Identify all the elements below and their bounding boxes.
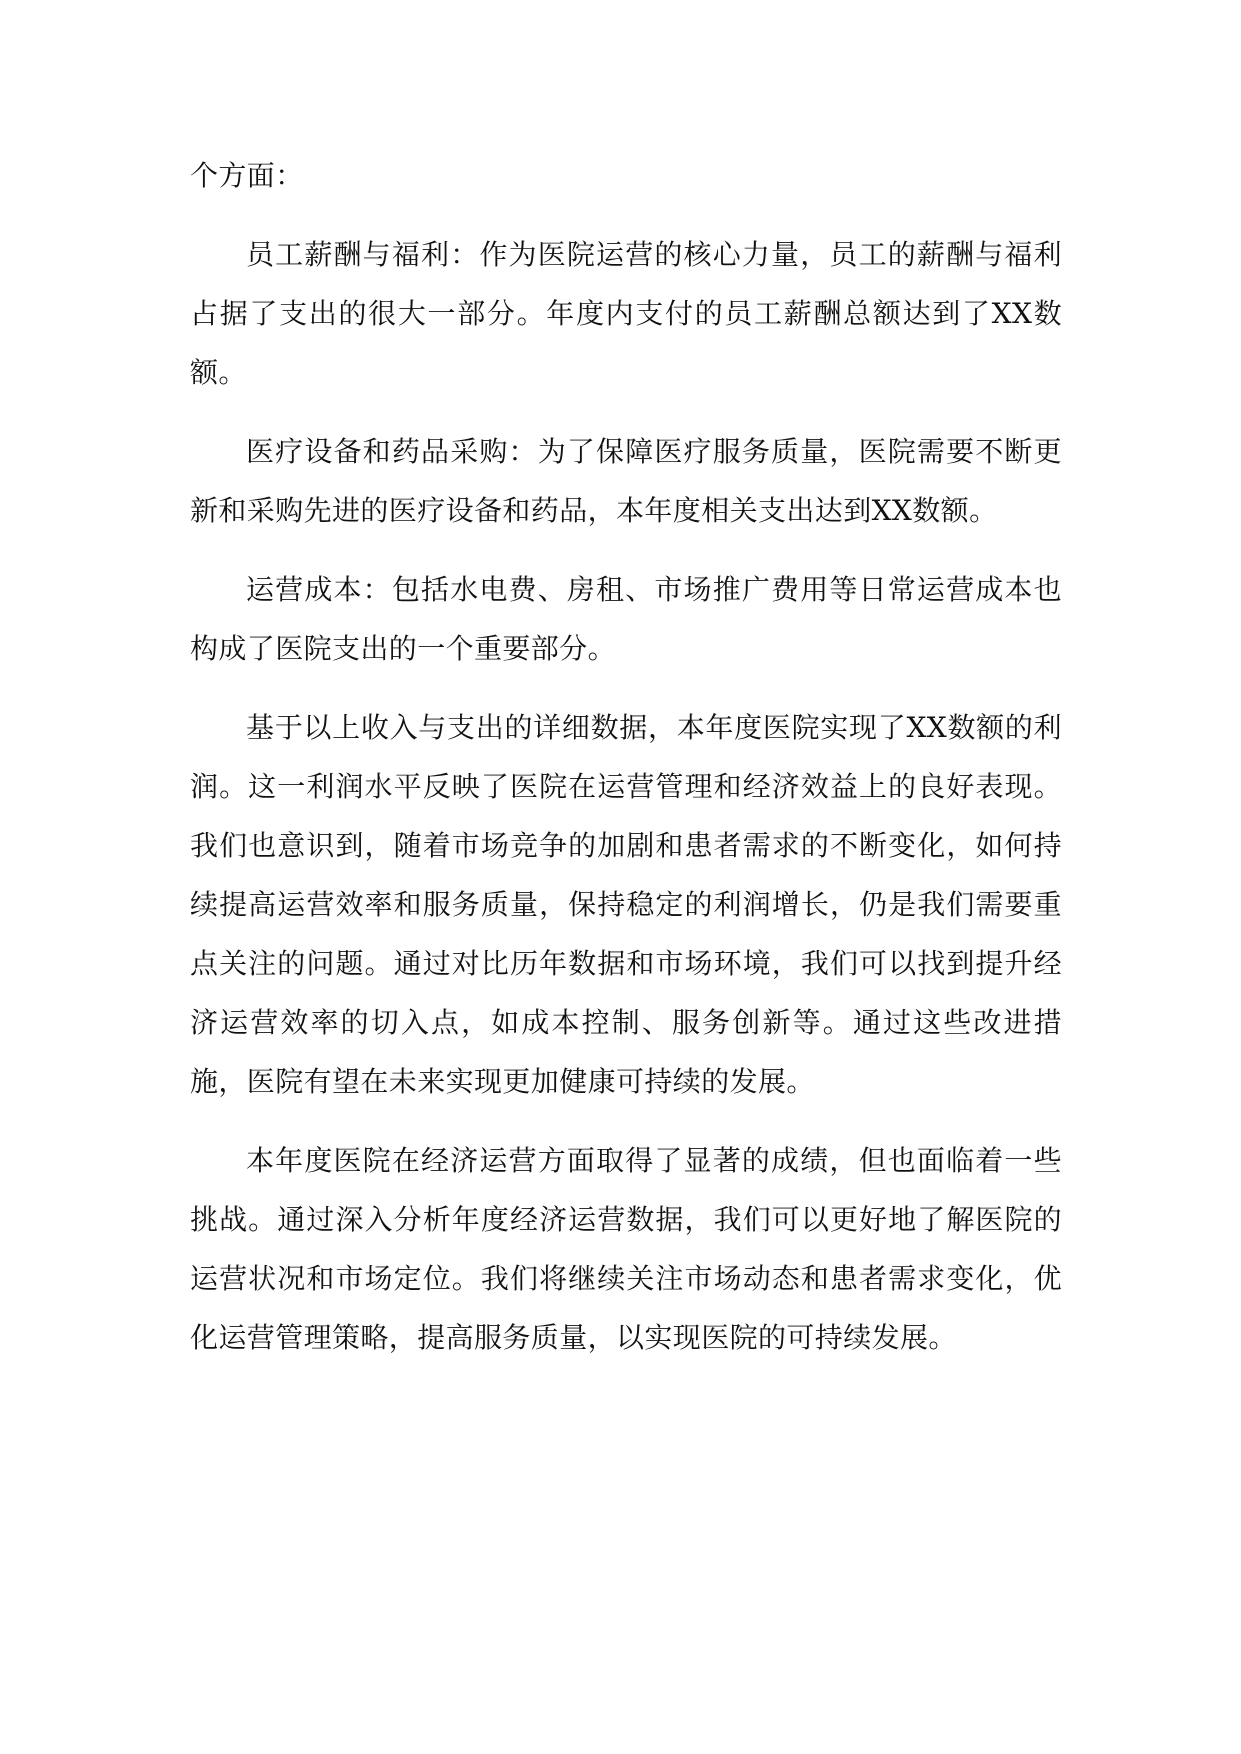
paragraph-operating-cost: 运营成本：包括水电费、房租、市场推广费用等日常运营成本也构成了医院支出的一个重要部分。 bbox=[190, 573, 1062, 665]
paragraph-equipment-procurement: 医疗设备和药品采购：为了保障医疗服务质量，医院需要不断更新和采购先进的医疗设备和药品，本年度相关支出达到XX数额。 bbox=[190, 435, 1062, 527]
paragraph-staff-salary: 员工薪酬与福利：作为医院运营的核心力量，员工的薪酬与福利占据了支出的很大一部分。年度内支付的员工薪酬总额达到了XX数额。 bbox=[190, 238, 1062, 389]
body-text bbox=[190, 146, 1062, 1387]
paragraph-profit-analysis: 基于以上收入与支出的详细数据，本年度医院实现了XX数额的利润。这一利润水平反映了医院在运营管理和经济效益上的良好表现。我们也意识到，随着市场竞争的加剧和患者需求的不断变化，如何持续提高运营效率和服务质量，保持稳定的利润增长，仍是我们需要重点关注的问题。通过对比历年数据和市场环境，我们可以找到提升经济运营效率的切入点，如成本控制、服务创新等。通过这些改进措施，医院有望在未来实现更加健康可持续的发展。 bbox=[190, 711, 1062, 1098]
paragraph-continuation: 个方面： bbox=[190, 159, 304, 192]
paragraph-conclusion: 本年度医院在经济运营方面取得了显著的成绩，但也面临着一些挑战。通过深入分析年度经济运营数据，我们可以更好地了解医院的运营状况和市场定位。我们将继续关注市场动态和患者需求变化，优化运营管理策略，提高服务质量，以实现医院的可持续发展。 bbox=[190, 1144, 1062, 1354]
